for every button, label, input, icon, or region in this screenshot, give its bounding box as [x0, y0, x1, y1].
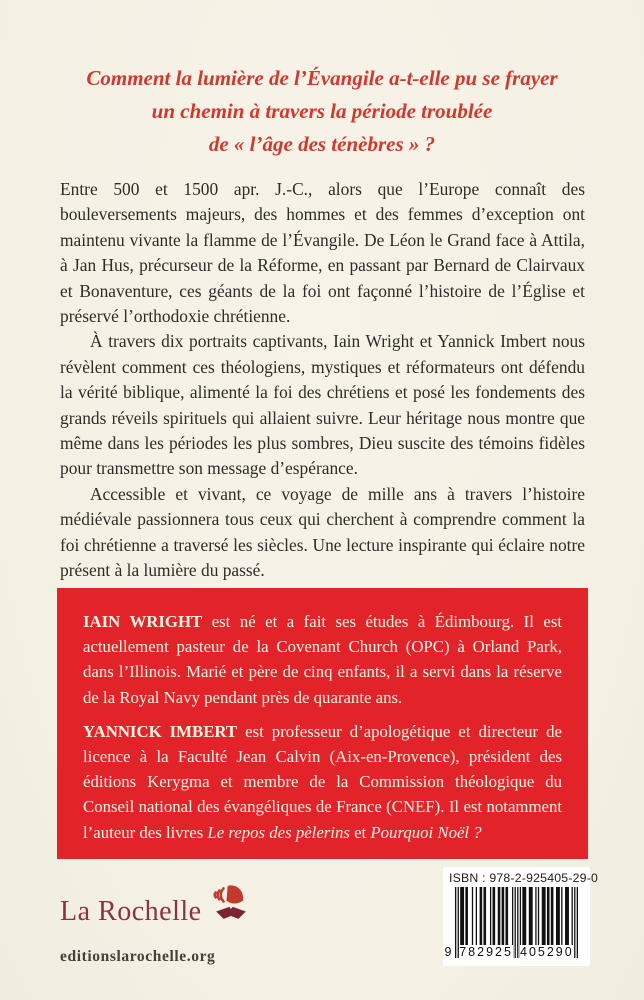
headline-line: un chemin à travers la période troublée: [151, 99, 493, 123]
synopsis: [60, 177, 585, 584]
authors-box: [57, 588, 588, 859]
author-bio-iain-wright: IAIN WRIGHT est né et a fait ses études à Édimbourg. Il est actuellement pasteur de la Covenant Church (OPC) à Orland Park, dans l’Illinois. Marié et père de cinq enfants, il a servi dans la réserve de la Royal Navy pendant près de quarante ans.: [83, 612, 563, 707]
publisher-logo-block: [60, 884, 250, 966]
isbn-label: ISBN : 978-2-925405-29-0: [449, 871, 599, 885]
isbn-box: [443, 867, 599, 966]
barcode-digit-group: 9: [444, 945, 452, 959]
synopsis-paragraph-3: Accessible et vivant, ce voyage de mille ans à travers l’histoire médiévale passionnera tous ceux qui cherchent à comprendre comment la foi chrétienne a traversé les siècles. Une lecture inspirante qui éclaire notre présent à la lumière du passé.: [60, 483, 585, 581]
barcode-digit-group: 405290: [520, 945, 574, 959]
publisher-website: editionslarochelle.org: [60, 948, 216, 965]
author-bio-yannick-imbert: YANNICK IMBERT est professeur d’apologétique et directeur de licence à la Faculté Jean Calvin (Aix-en-Provence), président des éditions Kerygma et membre de la Commission théologique du Conseil national des évangéliques de France (CNEF). Il est notamment l’auteur des livres Le repos des pèlerins et Pourquoi Noël ?: [83, 721, 562, 842]
headline-line: Comment la lumière de l’Évangile a-t-elle pu se frayer: [86, 66, 558, 90]
publisher-name: La Rochelle: [60, 896, 202, 927]
barcode-digit-group: 782925: [459, 945, 513, 959]
ship-logo-icon: [212, 884, 250, 934]
headline-line: de « l’âge des ténèbres » ?: [208, 132, 436, 156]
headline: [40, 62, 604, 161]
synopsis-paragraph-2: À travers dix portraits captivants, Iain Wright et Yannick Imbert nous révèlent comment ces théologiens, mystiques et réformateurs ont défendu la vérité biblique, alimenté la foi des chrétiens et posé les fondements des grands réveils spirituels qui allaient suivre. Leur héritage nous montre que même dans les périodes les plus sombres, Dieu suscite des témoins fidèles pour transmettre son message d’espérance.: [60, 331, 585, 479]
synopsis-paragraph-1: Entre 500 et 1500 apr. J.-C., alors que l’Europe connaît des bouleversements majeurs, des hommes et des femmes d’exception ont maintenu vivante la flamme de l’Évangile. De Léon le Grand face à Attila, à Jan Hus, précurseur de la Réforme, en passant par Bernard de Clairvaux et Bonaventure, ces géants de la foi ont façonné l’histoire de l’Église et préservé l’orthodoxie chrétienne.: [60, 179, 585, 327]
barcode-digits: [444, 945, 578, 959]
